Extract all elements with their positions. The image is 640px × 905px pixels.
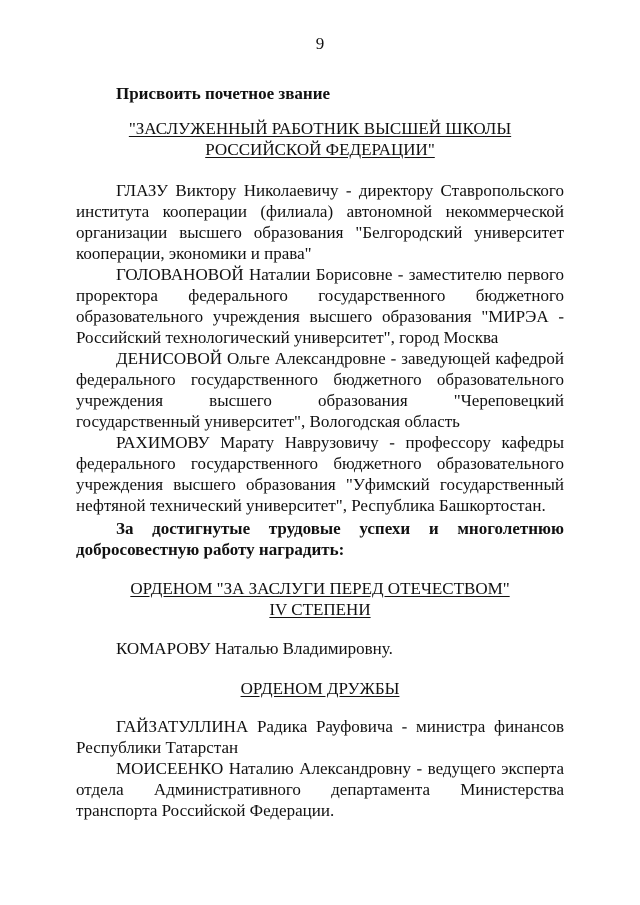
honorary-title-line1: "ЗАСЛУЖЕННЫЙ РАБОТНИК ВЫСШЕЙ ШКОЛЫ	[128, 119, 512, 138]
recipient-paragraph: ГЛАЗУ Виктору Николаевичу - директору Ставропольского института кооперации (филиала) автономной некоммерческой организации высшего образования "Белгородский университет кооперации, экономики и права"	[76, 181, 564, 263]
order-title-line1: ОРДЕНОМ "ЗА ЗАСЛУГИ ПЕРЕД ОТЕЧЕСТВОМ"	[130, 579, 510, 598]
order-friendship-title-text: ОРДЕНОМ ДРУЖБЫ	[240, 679, 400, 698]
recipient-paragraph: ГАЙЗАТУЛЛИНА Радика Рауфовича - министра финансов Республики Татарстан	[76, 717, 564, 757]
section-heading: Присвоить почетное звание	[116, 84, 331, 103]
recipient-paragraph: РАХИМОВУ Марату Наврузовичу - профессору кафедры федерального государственного бюджетного образовательного учреждения высшего образования "Уфимский государственный нефтяной технический университет", Республика Башкортостан.	[76, 433, 564, 515]
order-title-line2: IV СТЕПЕНИ	[269, 600, 371, 619]
recipient-paragraph: ДЕНИСОВОЙ Ольге Александровне - заведующей кафедрой федерального государственного бюджетного образовательного учреждения высшего образования "Череповецкий государственный университет", Вологодская область	[76, 349, 564, 431]
recipient-paragraph: КОМАРОВУ Наталью Владимировну.	[116, 639, 393, 658]
recipient-paragraph: ГОЛОВАНОВОЙ Наталии Борисовне - заместителю первого проректора федерального государственного бюджетного образовательного учреждения высшего образования "МИРЭА - Российский технологический университет", город Москва	[76, 265, 564, 347]
order-friendship-title	[76, 678, 564, 699]
page-number: 9	[315, 34, 325, 53]
recipient-paragraph: МОИСЕЕНКО Наталию Александровну - ведущего эксперта отдела Административного департамента Министерства транспорта Российской Федерации.	[76, 759, 564, 820]
award-intro: За достигнутые трудовые успехи и многолетнюю добросовестную работу наградить:	[76, 519, 564, 559]
honorary-title	[76, 118, 564, 160]
order-title	[76, 578, 564, 620]
honorary-title-line2: РОССИЙСКОЙ ФЕДЕРАЦИИ"	[205, 140, 435, 159]
